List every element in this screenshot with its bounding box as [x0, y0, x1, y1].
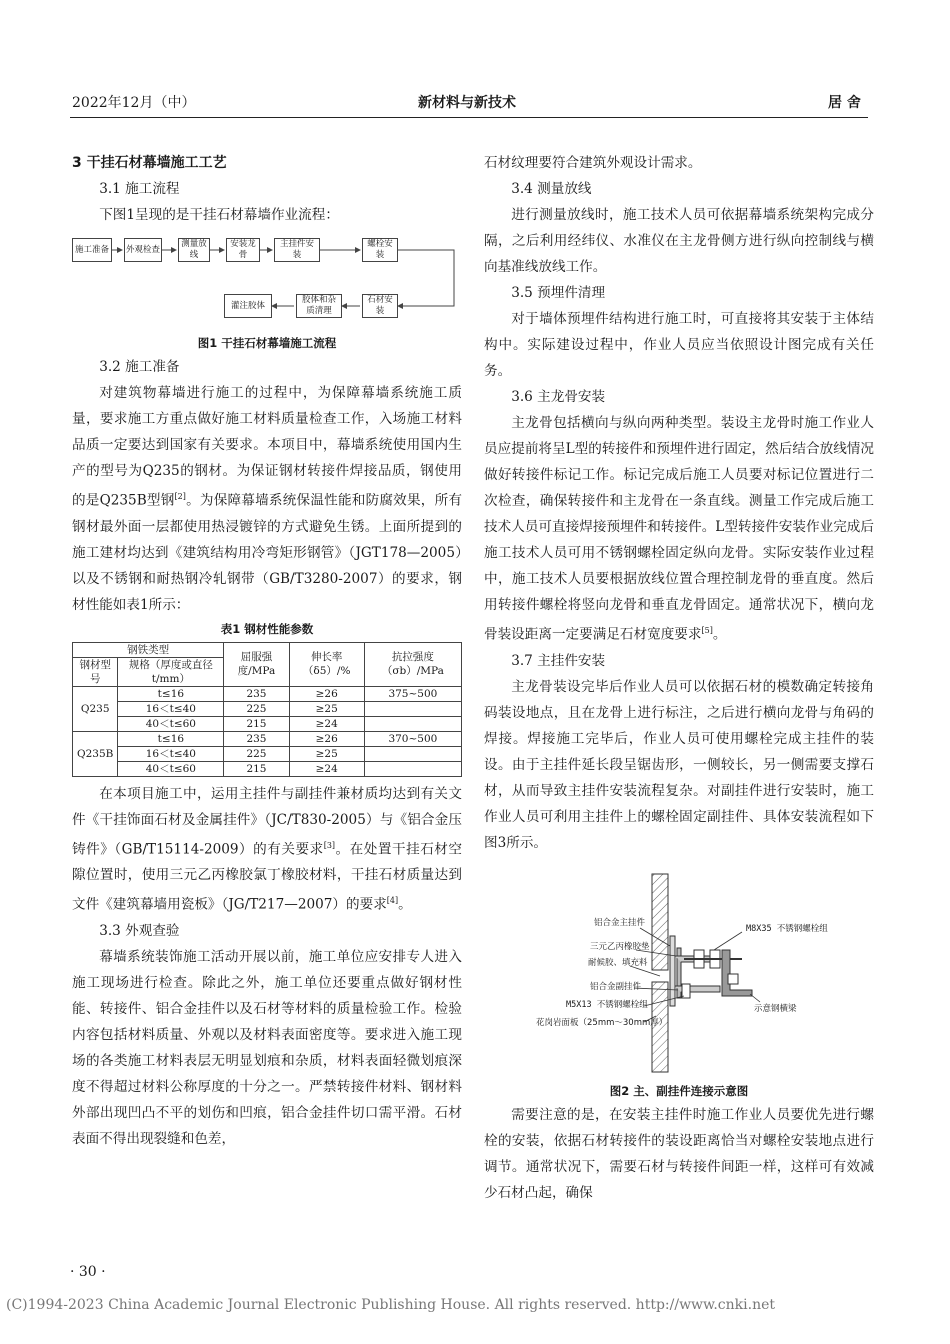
left-column — [72, 150, 462, 1152]
flow-step-keel: 安装龙骨 — [226, 238, 260, 262]
section-3-1-heading: 3.1 施工流程 — [99, 181, 180, 197]
citation-5: [5] — [701, 626, 713, 635]
right-column — [484, 150, 874, 1206]
flow-step-bolt: 螺栓安装 — [362, 238, 398, 262]
section-3-2-heading: 3.2 施工准备 — [99, 359, 180, 375]
table-header-steel-type: 钢铁类型 — [73, 642, 224, 657]
label-m8-bolt: M8X35 不锈钢螺栓组 — [746, 923, 828, 934]
flow-step-inspect: 外观检查 — [124, 238, 162, 262]
paragraph-3-5: 对于墙体预埋件结构进行施工时，可直接将其安装于主体结构中。实际建设过程中，作业人员应当依照设计图完成有关任务。 — [484, 311, 874, 379]
table-row: 40＜t≤60 215 ≥24 — [73, 716, 462, 731]
citation-2: [2] — [174, 492, 186, 501]
paragraph-3-4: 进行测量放线时，施工技术人员可依据幕墙系统架构完成分隔，之后利用经纬仪、水准仪在主龙骨侧方进行纵向控制线与横向基准线放线工作。 — [484, 207, 874, 275]
label-epdm-pad: 三元乙丙橡胶垫 — [590, 941, 650, 952]
table-row: Q235B t≤16 235 ≥26 370~500 — [73, 731, 462, 746]
flow-step-prepare: 施工准备 — [72, 238, 112, 262]
section-3-heading: 3 干挂石材幕墙施工工艺 — [72, 155, 227, 171]
header-section: 新材料与新技术 — [418, 95, 516, 111]
section-3-6-heading: 3.6 主龙骨安装 — [511, 389, 606, 405]
flow-step-clean: 胶体和杂质清理 — [296, 294, 342, 318]
steel-properties-table — [72, 642, 462, 777]
section-3-3-heading: 3.3 外观查验 — [99, 922, 180, 939]
flow-step-main-hanger: 主挂件安装 — [274, 238, 320, 262]
citation-3: [3] — [323, 840, 336, 850]
citation-4: [4] — [386, 896, 399, 906]
table-row: 16＜t≤40 225 ≥25 — [73, 701, 462, 716]
table-row: 40＜t≤60 215 ≥24 — [73, 761, 462, 776]
flow-step-survey: 测量放线 — [178, 238, 210, 262]
table-1-title: 表1 钢材性能参数 — [220, 621, 314, 636]
figure-1-flowchart — [72, 232, 462, 332]
label-m5-bolt: M5X13 不锈钢螺栓组 — [566, 999, 648, 1010]
label-steel-beam: 示意钢横梁 — [754, 1003, 797, 1014]
label-sub-hanger: 铝合金副挂件 — [590, 981, 642, 992]
copyright-footer: (C)1994-2023 China Academic Journal Electronic Publishing House. All rights reserved. http://www.cnki.net — [6, 1297, 776, 1313]
paragraph-3-7-note: 需要注意的是，在安装主挂件时施工作业人员要优先进行螺栓的安装，依据石材转接件的装设距离恰当对螺栓安装地点进行调节。通常状况下，需要石材与转接件间距一样，这样可有效减少石材凸起，确保 — [484, 1106, 874, 1201]
paragraph-3-1: 下图1呈现的是干挂石材幕墙作业流程： — [99, 207, 339, 223]
table-header-yield: 屈服强度/MPa — [224, 642, 289, 686]
table-header-model: 钢材型号 — [73, 657, 118, 686]
table-header-tensile: 抗拉强度（σb）/MPa — [364, 642, 461, 686]
header-rule — [70, 117, 868, 118]
table-header-spec: 规格（厚度或直径 t/mm） — [118, 657, 224, 686]
label-sealant: 耐候胶、填充料 — [588, 957, 648, 968]
section-3-7-heading: 3.7 主挂件安装 — [511, 652, 606, 669]
paragraph-3-3: 幕墙系统装饰施工活动开展以前，施工单位应安排专人进入施工现场进行检查。除此之外，施工单位还要重点做好钢材性能、转接件、铝合金挂件以及石材等材料的质量检验工作。检验内容包括材料质量、外观以及材料表面密度等。要求进入施工现场的各类施工材料表层无明显划痕和杂质，材料表面轻微划痕深度不得超过材料公称厚度的十分之一。严禁转接件材料、钢材料外部出现凹凸不平的划伤和凹痕，铝合金挂件切口需平滑。石材表面不得出现裂缝和色差， — [72, 948, 462, 1147]
paragraph-3-7: 主龙骨装设完毕后作业人员可以依据石材的模数确定转接角码装设地点，且在龙骨上进行标注，之后进行横向龙骨与角码的焊接。焊接施工完毕后，作业人员可使用螺栓完成主挂件的装设。由于主挂件延长段呈锯齿形，一侧较长，另一侧需要支撑石材，从而导致主挂件安装流程复杂。对副挂件进行安装时，施工作业人员可利用主挂件上的螺栓固定副挂件、具体安装流程如下图3所示。 — [484, 678, 874, 851]
paragraph-3-3-continued: 石材纹理要符合建筑外观设计需求。 — [484, 155, 702, 171]
header-date: 2022年12月（中） — [72, 95, 196, 111]
figure-2-diagram — [484, 866, 874, 1076]
table-row: Q235 t≤16 235 ≥26 375~500 — [73, 686, 462, 701]
page-number: · 30 · — [70, 1264, 106, 1280]
table-header-elongation: 伸长率（δ5）/% — [289, 642, 364, 686]
label-granite-panel: 花岗岩面板（25mm～30mm厚） — [536, 1017, 668, 1028]
label-main-hanger: 铝合金主挂件 — [594, 917, 646, 928]
hanger-connection-drawing — [484, 866, 874, 1076]
figure-1-caption: 图1 干挂石材幕墙施工流程 — [197, 336, 337, 350]
section-3-5-heading: 3.5 预埋件清理 — [511, 285, 606, 301]
header-journal: 居 舍 — [828, 95, 861, 111]
figure-2-caption: 图2 主、副挂件连接示意图 — [609, 1083, 749, 1098]
paragraph-3-6: 主龙骨包括横向与纵向两种类型。装设主龙骨时施工作业人员应提前将呈L型的转接件和预埋件进行固定，然后结合放线情况做好转接件标记工作。标记完成后施工人员要对标记位置进行二次检查，确保转接件和主龙骨在一条直线。测量工作完成后施工技术人员可直接焊接预埋件和转接件。L型转接件安装作业完成后施工技术人员可用不锈钢螺栓固定纵向龙骨。实际安装作业过程中，施工技术人员要根据放线位置合理控制龙骨的垂直度。然后用转接件螺栓将竖向龙骨和垂直龙骨固定。通常状况下，横向龙骨装设距离一定要满足石材宽度要求[5]。 — [484, 415, 874, 643]
flow-step-glue: 灌注胶体 — [224, 294, 272, 318]
section-3-4-heading: 3.4 测量放线 — [511, 181, 592, 197]
paragraph-3-2a: 对建筑物幕墙进行施工的过程中，为保障幕墙系统施工质量，要求施工方重点做好施工材料质量检查工作，入场施工材料品质一定要达到国家有关要求。本项目中，幕墙系统使用国内生产的型号为Q235的钢材。为保证钢材转接件焊接品质，钢使用的是Q235B型钢[2]。为保障幕墙系统保温性能和防腐效果，所有钢材最外面一层都使用热浸镀锌的方式避免生锈。上面所提到的施工建材均达到《建筑结构用冷弯矩形钢管》（JGT178—2005）以及不锈钢和耐热钢冷轧钢带（GB/T3280-2007）的要求，钢材性能如表1所示： — [72, 385, 462, 613]
table-row: 16＜t≤40 225 ≥25 — [73, 746, 462, 761]
flow-step-stone: 石材安装 — [362, 294, 398, 318]
paragraph-3-2b: 在本项目施工中，运用主挂件与副挂件兼材质均达到有关文件《干挂饰面石材及金属挂件》（JC/T830-2005）与《铝合金压铸件》（GB/T15114-2009）的有关要求[3]。在处置干挂石材空隙位置时，使用三元乙丙橡胶氯丁橡胶材料，干挂石材质量达到文件《建筑幕墙用瓷板》（JG/T217—2007）的要求[4]。 — [72, 785, 462, 913]
